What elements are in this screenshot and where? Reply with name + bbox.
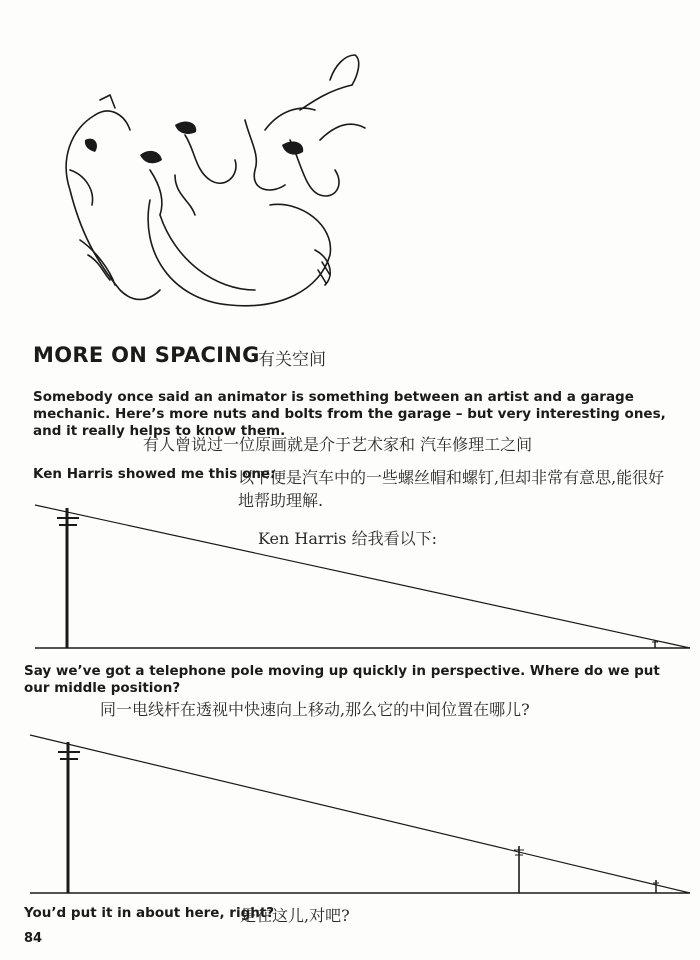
handwritten-pole-question-note: 同一电线杆在透视中快速向上移动,那么它的中间位置在哪儿? xyxy=(100,700,530,719)
handwritten-ken-harris-note: 以下便是汽车中的一些螺丝帽和螺钉,但却非常有意思,能很好地帮助理解. xyxy=(238,468,665,510)
section-heading: MORE ON SPACING xyxy=(33,343,260,367)
intro-paragraph: Somebody once said an animator is something between an artist and a garage mechanic. Here’s more nuts and bolts from the garage – but very interesting ones, and it really helps to know them. xyxy=(33,389,666,439)
handwritten-ken-harris-note-2: Ken Harris 给我看以下: xyxy=(258,529,437,548)
handwritten-paragraph-note: 有人曾说过一位原画就是介于艺术家和 汽车修理工之间 xyxy=(143,435,533,454)
answer-caption: You’d put it in about here, right? xyxy=(24,905,275,921)
ken-harris-caption: Ken Harris showed me this one: xyxy=(33,466,276,482)
handwritten-answer-note: 是在这儿,对吧? xyxy=(240,906,350,925)
pole-question-caption: Say we’ve got a telephone pole moving up quickly in perspective. Where do we put our middle position? xyxy=(24,663,660,696)
handwritten-heading-note: 有关空间 xyxy=(258,350,326,370)
page-number: 84 xyxy=(24,931,43,946)
